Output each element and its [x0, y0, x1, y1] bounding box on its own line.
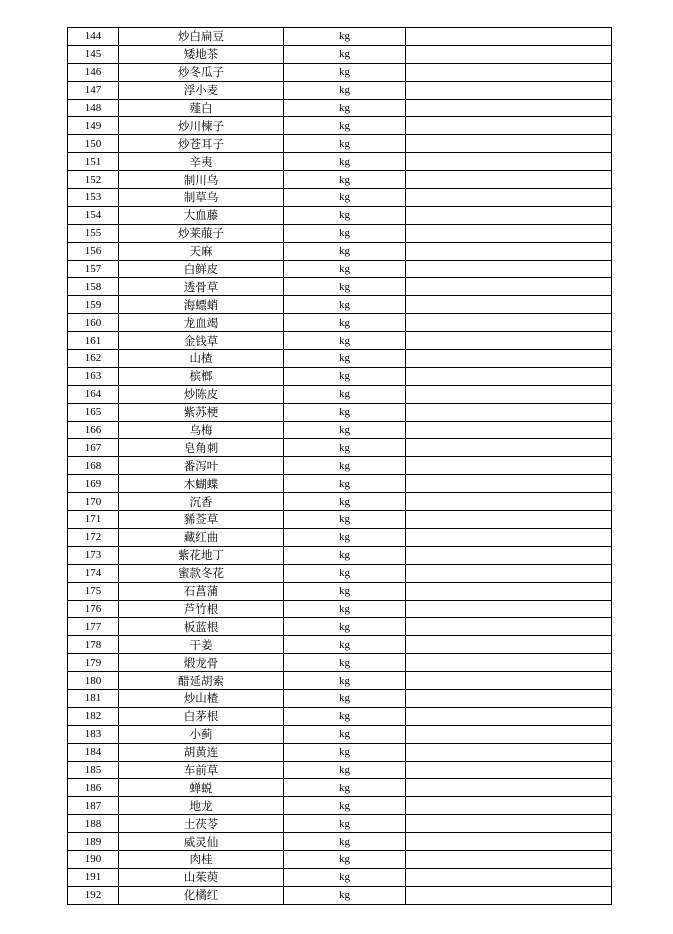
- item-name-cell: 炒川楝子: [119, 117, 284, 135]
- row-number-cell: 158: [68, 278, 119, 296]
- unit-cell: kg: [284, 689, 406, 707]
- table-row: [68, 689, 612, 707]
- remark-cell: [406, 582, 612, 600]
- item-name-cell: 地龙: [119, 797, 284, 815]
- item-name-cell: 薤白: [119, 99, 284, 117]
- table-row: [68, 224, 612, 242]
- row-number-cell: 144: [68, 28, 119, 46]
- row-number-cell: 145: [68, 45, 119, 63]
- row-number-cell: 165: [68, 403, 119, 421]
- remark-cell: [406, 725, 612, 743]
- table-row: [68, 260, 612, 278]
- unit-cell: kg: [284, 546, 406, 564]
- row-number-cell: 164: [68, 385, 119, 403]
- item-name-cell: 藏红曲: [119, 528, 284, 546]
- item-name-cell: 胡黄连: [119, 743, 284, 761]
- unit-cell: kg: [284, 815, 406, 833]
- remark-cell: [406, 28, 612, 46]
- item-name-cell: 土茯苓: [119, 815, 284, 833]
- unit-cell: kg: [284, 153, 406, 171]
- unit-cell: kg: [284, 475, 406, 493]
- remark-cell: [406, 224, 612, 242]
- item-name-cell: 干姜: [119, 636, 284, 654]
- item-name-cell: 醋延胡索: [119, 672, 284, 690]
- row-number-cell: 155: [68, 224, 119, 242]
- table-row: [68, 475, 612, 493]
- table-row: [68, 81, 612, 99]
- item-name-cell: 炒山楂: [119, 689, 284, 707]
- unit-cell: kg: [284, 350, 406, 368]
- item-name-cell: 炒白扁豆: [119, 28, 284, 46]
- row-number-cell: 185: [68, 761, 119, 779]
- item-name-cell: 蝉蜕: [119, 779, 284, 797]
- row-number-cell: 174: [68, 564, 119, 582]
- table-row: [68, 582, 612, 600]
- remark-cell: [406, 618, 612, 636]
- row-number-cell: 173: [68, 546, 119, 564]
- item-name-cell: 皂角刺: [119, 439, 284, 457]
- row-number-cell: 153: [68, 189, 119, 207]
- table-row: [68, 850, 612, 868]
- unit-cell: kg: [284, 761, 406, 779]
- unit-cell: kg: [284, 278, 406, 296]
- remark-cell: [406, 761, 612, 779]
- unit-cell: kg: [284, 618, 406, 636]
- unit-cell: kg: [284, 672, 406, 690]
- table-row: [68, 385, 612, 403]
- remark-cell: [406, 296, 612, 314]
- table-row: [68, 868, 612, 886]
- row-number-cell: 166: [68, 421, 119, 439]
- row-number-cell: 190: [68, 850, 119, 868]
- remark-cell: [406, 797, 612, 815]
- item-name-cell: 炒莱菔子: [119, 224, 284, 242]
- item-name-cell: 肉桂: [119, 850, 284, 868]
- table-row: [68, 511, 612, 529]
- remark-cell: [406, 260, 612, 278]
- item-name-cell: 车前草: [119, 761, 284, 779]
- row-number-cell: 178: [68, 636, 119, 654]
- row-number-cell: 183: [68, 725, 119, 743]
- row-number-cell: 152: [68, 171, 119, 189]
- remark-cell: [406, 707, 612, 725]
- remark-cell: [406, 600, 612, 618]
- table-row: [68, 725, 612, 743]
- table-row: [68, 278, 612, 296]
- remark-cell: [406, 117, 612, 135]
- table-row: [68, 45, 612, 63]
- item-name-cell: 化橘红: [119, 886, 284, 904]
- unit-cell: kg: [284, 385, 406, 403]
- unit-cell: kg: [284, 636, 406, 654]
- row-number-cell: 192: [68, 886, 119, 904]
- table-row: [68, 99, 612, 117]
- table-row: [68, 171, 612, 189]
- table-row: [68, 206, 612, 224]
- unit-cell: kg: [284, 135, 406, 153]
- item-name-cell: 石菖蒲: [119, 582, 284, 600]
- table-row: [68, 421, 612, 439]
- item-name-cell: 蜜款冬花: [119, 564, 284, 582]
- row-number-cell: 154: [68, 206, 119, 224]
- table-row: [68, 833, 612, 851]
- table-row: [68, 403, 612, 421]
- remark-cell: [406, 457, 612, 475]
- row-number-cell: 176: [68, 600, 119, 618]
- unit-cell: kg: [284, 63, 406, 81]
- unit-cell: kg: [284, 833, 406, 851]
- row-number-cell: 168: [68, 457, 119, 475]
- table-body: [68, 28, 612, 905]
- remark-cell: [406, 833, 612, 851]
- table-row: [68, 654, 612, 672]
- row-number-cell: 188: [68, 815, 119, 833]
- item-name-cell: 番泻叶: [119, 457, 284, 475]
- table-row: [68, 457, 612, 475]
- unit-cell: kg: [284, 600, 406, 618]
- unit-cell: kg: [284, 707, 406, 725]
- row-number-cell: 148: [68, 99, 119, 117]
- row-number-cell: 150: [68, 135, 119, 153]
- remark-cell: [406, 850, 612, 868]
- row-number-cell: 175: [68, 582, 119, 600]
- row-number-cell: 147: [68, 81, 119, 99]
- remark-cell: [406, 350, 612, 368]
- remark-cell: [406, 99, 612, 117]
- table-row: [68, 28, 612, 46]
- item-name-cell: 大血藤: [119, 206, 284, 224]
- row-number-cell: 189: [68, 833, 119, 851]
- remark-cell: [406, 868, 612, 886]
- remark-cell: [406, 189, 612, 207]
- row-number-cell: 177: [68, 618, 119, 636]
- item-name-cell: 芦竹根: [119, 600, 284, 618]
- item-name-cell: 制川乌: [119, 171, 284, 189]
- row-number-cell: 169: [68, 475, 119, 493]
- remark-cell: [406, 45, 612, 63]
- unit-cell: kg: [284, 850, 406, 868]
- table-row: [68, 63, 612, 81]
- row-number-cell: 172: [68, 528, 119, 546]
- remark-cell: [406, 153, 612, 171]
- remark-cell: [406, 743, 612, 761]
- item-name-cell: 白鲜皮: [119, 260, 284, 278]
- table-row: [68, 528, 612, 546]
- unit-cell: kg: [284, 743, 406, 761]
- row-number-cell: 187: [68, 797, 119, 815]
- row-number-cell: 146: [68, 63, 119, 81]
- row-number-cell: 149: [68, 117, 119, 135]
- remark-cell: [406, 206, 612, 224]
- table-row: [68, 189, 612, 207]
- remark-cell: [406, 278, 612, 296]
- remark-cell: [406, 171, 612, 189]
- table-row: [68, 314, 612, 332]
- unit-cell: kg: [284, 439, 406, 457]
- unit-cell: kg: [284, 528, 406, 546]
- unit-cell: kg: [284, 206, 406, 224]
- unit-cell: kg: [284, 582, 406, 600]
- table-row: [68, 117, 612, 135]
- unit-cell: kg: [284, 457, 406, 475]
- remark-cell: [406, 135, 612, 153]
- row-number-cell: 179: [68, 654, 119, 672]
- item-name-cell: 威灵仙: [119, 833, 284, 851]
- item-name-cell: 乌梅: [119, 421, 284, 439]
- unit-cell: kg: [284, 493, 406, 511]
- item-name-cell: 制草乌: [119, 189, 284, 207]
- table-row: [68, 707, 612, 725]
- unit-cell: kg: [284, 260, 406, 278]
- table-row: [68, 242, 612, 260]
- table-row: [68, 600, 612, 618]
- table-row: [68, 493, 612, 511]
- remark-cell: [406, 367, 612, 385]
- item-name-cell: 沉香: [119, 493, 284, 511]
- herb-list-table: [67, 27, 612, 905]
- item-name-cell: 金钱草: [119, 332, 284, 350]
- remark-cell: [406, 672, 612, 690]
- unit-cell: kg: [284, 421, 406, 439]
- remark-cell: [406, 421, 612, 439]
- unit-cell: kg: [284, 403, 406, 421]
- unit-cell: kg: [284, 725, 406, 743]
- item-name-cell: 龙血竭: [119, 314, 284, 332]
- row-number-cell: 161: [68, 332, 119, 350]
- item-name-cell: 海螵蛸: [119, 296, 284, 314]
- row-number-cell: 184: [68, 743, 119, 761]
- remark-cell: [406, 654, 612, 672]
- table-row: [68, 135, 612, 153]
- table-row: [68, 332, 612, 350]
- remark-cell: [406, 439, 612, 457]
- item-name-cell: 炒苍耳子: [119, 135, 284, 153]
- row-number-cell: 171: [68, 511, 119, 529]
- table-row: [68, 761, 612, 779]
- remark-cell: [406, 81, 612, 99]
- remark-cell: [406, 689, 612, 707]
- table-row: [68, 439, 612, 457]
- item-name-cell: 紫花地丁: [119, 546, 284, 564]
- remark-cell: [406, 511, 612, 529]
- row-number-cell: 162: [68, 350, 119, 368]
- table-row: [68, 153, 612, 171]
- item-name-cell: 炒陈皮: [119, 385, 284, 403]
- unit-cell: kg: [284, 224, 406, 242]
- remark-cell: [406, 385, 612, 403]
- row-number-cell: 167: [68, 439, 119, 457]
- table-row: [68, 886, 612, 904]
- unit-cell: kg: [284, 511, 406, 529]
- unit-cell: kg: [284, 564, 406, 582]
- remark-cell: [406, 475, 612, 493]
- unit-cell: kg: [284, 99, 406, 117]
- table-row: [68, 636, 612, 654]
- row-number-cell: 191: [68, 868, 119, 886]
- row-number-cell: 182: [68, 707, 119, 725]
- item-name-cell: 煅龙骨: [119, 654, 284, 672]
- row-number-cell: 151: [68, 153, 119, 171]
- unit-cell: kg: [284, 886, 406, 904]
- row-number-cell: 181: [68, 689, 119, 707]
- remark-cell: [406, 493, 612, 511]
- remark-cell: [406, 636, 612, 654]
- unit-cell: kg: [284, 332, 406, 350]
- remark-cell: [406, 528, 612, 546]
- unit-cell: kg: [284, 314, 406, 332]
- remark-cell: [406, 546, 612, 564]
- row-number-cell: 156: [68, 242, 119, 260]
- item-name-cell: 透骨草: [119, 278, 284, 296]
- table-row: [68, 296, 612, 314]
- table-row: [68, 743, 612, 761]
- unit-cell: kg: [284, 797, 406, 815]
- unit-cell: kg: [284, 28, 406, 46]
- unit-cell: kg: [284, 117, 406, 135]
- unit-cell: kg: [284, 171, 406, 189]
- unit-cell: kg: [284, 296, 406, 314]
- remark-cell: [406, 63, 612, 81]
- row-number-cell: 157: [68, 260, 119, 278]
- row-number-cell: 163: [68, 367, 119, 385]
- remark-cell: [406, 779, 612, 797]
- item-name-cell: 矮地茶: [119, 45, 284, 63]
- unit-cell: kg: [284, 81, 406, 99]
- row-number-cell: 170: [68, 493, 119, 511]
- table-row: [68, 672, 612, 690]
- item-name-cell: 豨莶草: [119, 511, 284, 529]
- item-name-cell: 紫苏梗: [119, 403, 284, 421]
- item-name-cell: 山茱萸: [119, 868, 284, 886]
- table-row: [68, 797, 612, 815]
- unit-cell: kg: [284, 868, 406, 886]
- unit-cell: kg: [284, 242, 406, 260]
- remark-cell: [406, 403, 612, 421]
- remark-cell: [406, 815, 612, 833]
- item-name-cell: 浮小麦: [119, 81, 284, 99]
- unit-cell: kg: [284, 45, 406, 63]
- table-row: [68, 564, 612, 582]
- remark-cell: [406, 886, 612, 904]
- item-name-cell: 炒冬瓜子: [119, 63, 284, 81]
- item-name-cell: 木蝴蝶: [119, 475, 284, 493]
- unit-cell: kg: [284, 654, 406, 672]
- remark-cell: [406, 242, 612, 260]
- row-number-cell: 180: [68, 672, 119, 690]
- table-row: [68, 350, 612, 368]
- table-row: [68, 367, 612, 385]
- item-name-cell: 小蓟: [119, 725, 284, 743]
- unit-cell: kg: [284, 779, 406, 797]
- remark-cell: [406, 314, 612, 332]
- remark-cell: [406, 332, 612, 350]
- unit-cell: kg: [284, 367, 406, 385]
- item-name-cell: 白茅根: [119, 707, 284, 725]
- table-row: [68, 815, 612, 833]
- table-row: [68, 618, 612, 636]
- unit-cell: kg: [284, 189, 406, 207]
- row-number-cell: 186: [68, 779, 119, 797]
- item-name-cell: 板蓝根: [119, 618, 284, 636]
- table-row: [68, 546, 612, 564]
- item-name-cell: 槟榔: [119, 367, 284, 385]
- item-name-cell: 天麻: [119, 242, 284, 260]
- row-number-cell: 160: [68, 314, 119, 332]
- table-row: [68, 779, 612, 797]
- row-number-cell: 159: [68, 296, 119, 314]
- remark-cell: [406, 564, 612, 582]
- item-name-cell: 辛夷: [119, 153, 284, 171]
- item-name-cell: 山楂: [119, 350, 284, 368]
